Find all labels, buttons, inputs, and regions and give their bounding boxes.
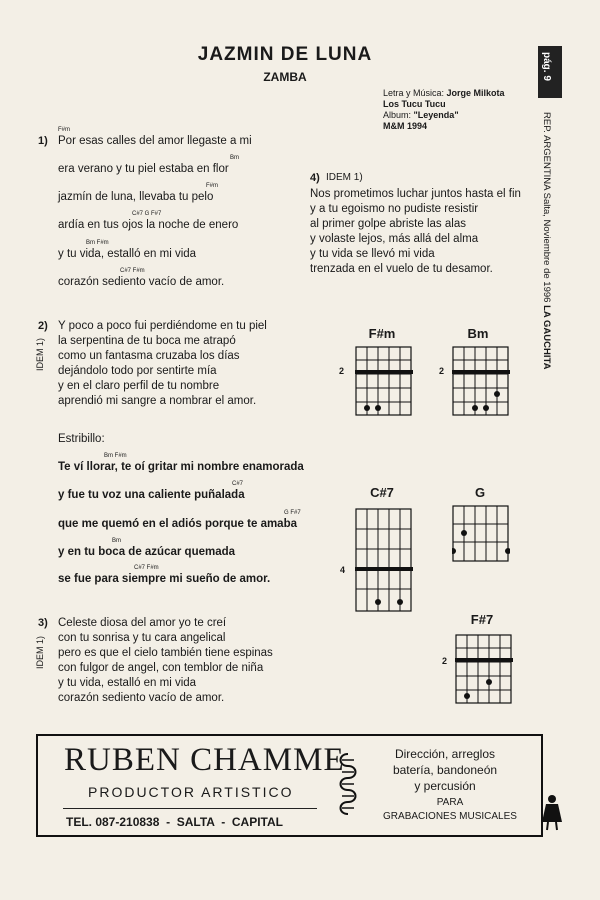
chord-label: C#7	[232, 481, 244, 487]
lyric-line: aprendió mi sangre a nombrar el amor.	[58, 395, 257, 407]
capital: CAPITAL	[231, 815, 283, 829]
verse3-idem: IDEM 1)	[35, 636, 45, 670]
chord-label: Bm	[112, 538, 121, 544]
lyric-line: con fulgor de angel, con temblor de niña	[58, 662, 264, 674]
lyric-line: con tu sonrisa y tu cara angelical	[58, 632, 226, 644]
divider	[63, 808, 317, 809]
service-line: batería, bandoneón	[392, 763, 498, 777]
city: SALTA	[176, 815, 215, 829]
phone: TEL. 087-210838	[66, 815, 160, 829]
verse2-idem: IDEM 1)	[35, 338, 45, 372]
lyric-line: se fue para siempre mi sueño de amor.	[58, 573, 271, 585]
lyric-line: era verano y tu piel estaba en flor	[58, 163, 229, 175]
fret-marker: 2	[442, 656, 448, 666]
album: "Leyenda"	[413, 110, 459, 120]
chord-diagram-b-m	[452, 346, 510, 418]
lyric-line: pero es que el cielo también tiene espinas	[58, 647, 273, 659]
chord-label: C#7 G F#7	[132, 211, 162, 217]
service-line: Dirección, arreglos	[394, 747, 496, 761]
credits-label: Letra y Música:	[383, 88, 445, 98]
author: Jorge Milkota	[446, 88, 505, 98]
lyric-line: como un fantasma cruzaba los días	[58, 350, 240, 362]
lyric-line: y a tu egoismo no pudiste resistir	[310, 203, 479, 215]
lyric-line: Celeste diosa del amor yo te creí	[58, 617, 227, 629]
services	[370, 746, 520, 794]
producer-role: PRODUCTOR ARTISTICO	[88, 784, 294, 800]
lyric-line: y volaste lejos, más allá del alma	[310, 233, 479, 245]
lyric-line: Y poco a poco fui perdiéndome en tu piel	[58, 320, 267, 332]
lyric-line: y tu vida, estalló en mi vida	[58, 248, 197, 260]
recordings-label: GRABACIONES MUSICALES	[383, 811, 517, 822]
chorus-label: Estribillo:	[58, 433, 105, 445]
band: Los Tucu Tucu	[383, 99, 446, 109]
contact-line: TEL. 087-210838 - SALTA - CAPITAL	[66, 815, 283, 829]
chord-label: Bm F#m	[104, 453, 127, 459]
chord-diagram-name: G	[474, 485, 486, 500]
lyric-line: corazón sediento vacío de amor.	[58, 692, 225, 704]
fret-marker: 2	[339, 366, 345, 376]
chord-diagram-name: C#7	[370, 485, 394, 500]
label-year: M&M 1994	[383, 121, 428, 131]
lyric-line: y en el claro perfil de tu nombre	[58, 380, 220, 392]
chord-diagram-csharp-7	[355, 508, 413, 613]
source-line	[541, 112, 552, 369]
song-genre: ZAMBA	[263, 70, 307, 84]
song-title: JAZMIN DE LUNA	[197, 44, 373, 65]
recordings	[360, 796, 540, 824]
music-logo-icon	[334, 750, 362, 822]
lyric-line: Nos prometimos luchar juntos hasta el fin	[310, 188, 521, 200]
chord-label: F#m	[206, 183, 218, 189]
lyric-line: y tu vida, estalló en mi vida	[58, 677, 197, 689]
song-credits	[383, 88, 505, 132]
chord-label: G F#7	[284, 510, 301, 516]
chord-diagram-name: F#7	[470, 612, 494, 627]
chord-label: C#7 F#m	[134, 565, 159, 571]
fret-marker: 4	[340, 565, 346, 575]
chord-diagram-fsharp-m	[355, 346, 413, 418]
para: PARA	[436, 797, 464, 808]
chord-label: C#7 F#m	[120, 268, 145, 274]
page-tab	[538, 46, 562, 98]
lyric-line: trenzada en el vuelo de tu desamor.	[310, 263, 493, 275]
verse4-number: 4)	[310, 172, 320, 184]
chord-diagram-name: Bm	[467, 326, 489, 341]
lyric-line: y en tu boca de azúcar quemada	[58, 546, 236, 558]
source: REP. ARGENTINA Salta, Noviembre de 1996	[541, 112, 552, 303]
lyric-line: dejándolo todo por sentirte mía	[58, 365, 217, 377]
lyric-line: ardía en tus ojos la noche de enero	[58, 219, 239, 231]
lyric-line: la serpentina de tu boca me atrapó	[58, 335, 236, 347]
gaucho-figure-icon	[540, 792, 564, 832]
magazine: LA GAUCHITA	[541, 305, 552, 370]
service-line: y percusión	[414, 779, 476, 793]
lyric-line: Te ví llorar, te oí gritar mi nombre enamorada	[58, 461, 304, 473]
lyric-line: y tu vida se llevó mi vida	[310, 248, 435, 260]
verse3-number: 3)	[38, 617, 48, 629]
chord-diagram-fsharp-7	[455, 634, 513, 706]
chord-label: Bm	[230, 155, 239, 161]
verse2-number: 2)	[38, 320, 48, 332]
lyric-line: jazmín de luna, llevaba tu pelo	[58, 191, 214, 203]
lyric-line: corazón sediento vacío de amor.	[58, 276, 225, 288]
album-label: Album:	[383, 110, 412, 120]
lyric-line: que me quemó en el adiós porque te amaba	[58, 518, 298, 530]
chord-label: F#m	[58, 127, 70, 133]
chord-diagram-name: F#m	[368, 326, 396, 341]
verse4-idem: IDEM 1)	[326, 172, 363, 183]
chord-label: Bm F#m	[86, 240, 109, 246]
lyric-line: y fue tu voz una caliente puñalada	[58, 489, 245, 501]
chord-diagram-g	[452, 505, 510, 563]
lyric-line: Por esas calles del amor llegaste a mi	[58, 135, 252, 147]
fret-marker: 2	[439, 366, 445, 376]
page-number: pág. 9	[541, 52, 552, 81]
producer-name: RUBEN CHAMME	[64, 742, 345, 778]
verse1-number: 1)	[38, 135, 48, 147]
lyric-line: al primer golpe abriste las alas	[310, 218, 466, 230]
